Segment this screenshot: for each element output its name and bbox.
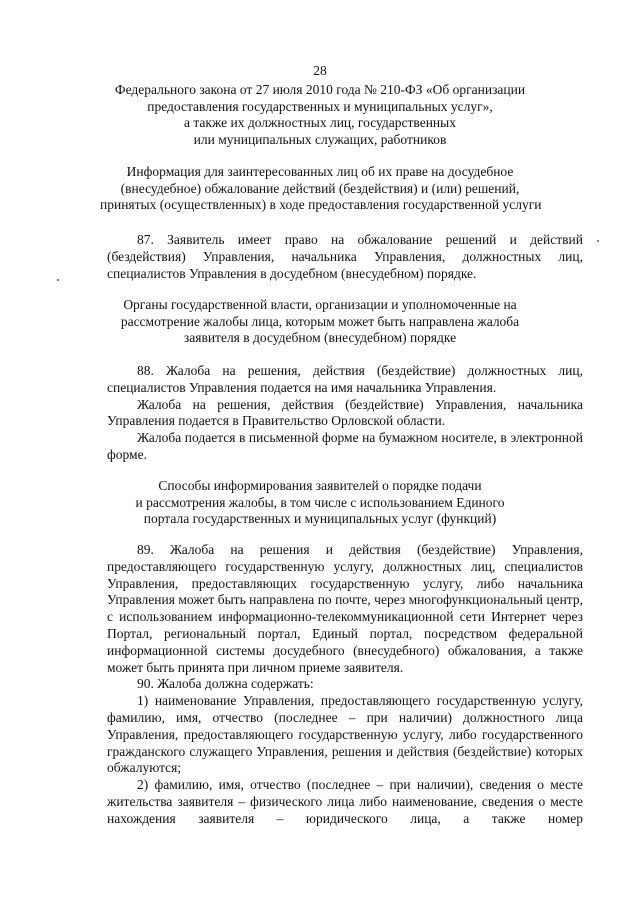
paragraph-87: 87. Заявитель имеет право на обжалование решений и действий (бездействия) Управления, начальника Управления, должностных лиц, специалистов Управления в досудебном (внесудебном) порядке. xyxy=(107,232,583,281)
heading-line: Федерального закона от 27 июля 2010 года № 210-ФЗ «Об организации xyxy=(114,82,526,97)
heading-line: а также их должностных лиц, государственных xyxy=(184,115,456,130)
paragraph-90-item-2: 2) фамилию, имя, отчество (последнее – при наличии), сведения о месте жительства заявителя – физического лица либо наименование, сведения о месте нахождения заявителя – юридического лица, а также номер xyxy=(107,777,583,826)
scan-speck xyxy=(57,279,59,281)
paragraph-89: 89. Жалоба на решения и действия (бездействие) Управления, предоставляющего государственную услугу, должностных лиц, специалистов Управления, предоставляющих государственную услугу, либо начальника Управления может быть направлена по почте, через многофункциональный центр, с использованием информационно-телекоммуникационной сети Интернет через Портал, региональный портал, Единый портал, посредством федеральной информационной системы досудебного (внесудебного) обжалования, а также может быть принята при личном приеме заявителя. xyxy=(107,542,583,675)
heading-federal-law xyxy=(100,82,540,148)
heading-line: Способы информирования заявителей о порядке подачи xyxy=(158,478,482,493)
paragraph-88-1: 88. Жалоба на решения, действия (бездействие) должностных лиц, специалистов Управления подается на имя начальника Управления. xyxy=(107,363,583,395)
paragraph-88-2: Жалоба на решения, действия (бездействие) Управления, начальника Управления подается в Правительство Орловской области. xyxy=(107,396,583,429)
heading-line: предоставления государственных и муниципальных услуг», xyxy=(147,98,493,114)
paragraph-87-block xyxy=(107,232,583,282)
page-number: 28 xyxy=(313,63,327,78)
heading-ways xyxy=(100,478,540,528)
paragraph-88-block xyxy=(107,363,583,464)
paragraph-90: 90. Жалоба должна содержать: xyxy=(137,676,314,692)
heading-organs xyxy=(100,297,540,347)
heading-info xyxy=(100,164,540,214)
scan-speck xyxy=(597,240,599,242)
paragraph-88-3: Жалоба подается в письменной форме на бумажном носителе, в электронной форме. xyxy=(107,430,583,462)
paragraph-89-90-block xyxy=(107,542,583,828)
heading-line: или муниципальных служащих, работников xyxy=(193,131,447,147)
heading-line: и рассмотрения жалобы, в том числе с использованием Единого xyxy=(135,494,505,510)
heading-line: принятых (осуществленных) в ходе предоставления государственной услуги xyxy=(100,197,542,212)
heading-line: (внесудебное) обжалование действий (бездействия) и (или) решений, xyxy=(120,180,520,196)
heading-line: Информация для заинтересованных лиц об их праве на досудебное xyxy=(126,164,514,179)
heading-line: Органы государственной власти, организации и уполномоченные на xyxy=(123,297,517,312)
heading-line: портала государственных и муниципальных услуг (функций) xyxy=(143,511,497,526)
paragraph-90-item-1: 1) наименование Управления, предоставляющего государственную услугу, фамилию, имя, отчество (последнее – при наличии) должностного лица Управления, предоставляющего государственную услугу, либо государственного гражданского служащего Управления, решения и действия (бездействие) которых обжалуются; xyxy=(107,693,583,776)
heading-line: заявителя в досудебном (внесудебном) порядке xyxy=(183,330,457,345)
heading-line: рассмотрение жалобы лица, которым может быть направлена жалоба xyxy=(120,313,520,329)
